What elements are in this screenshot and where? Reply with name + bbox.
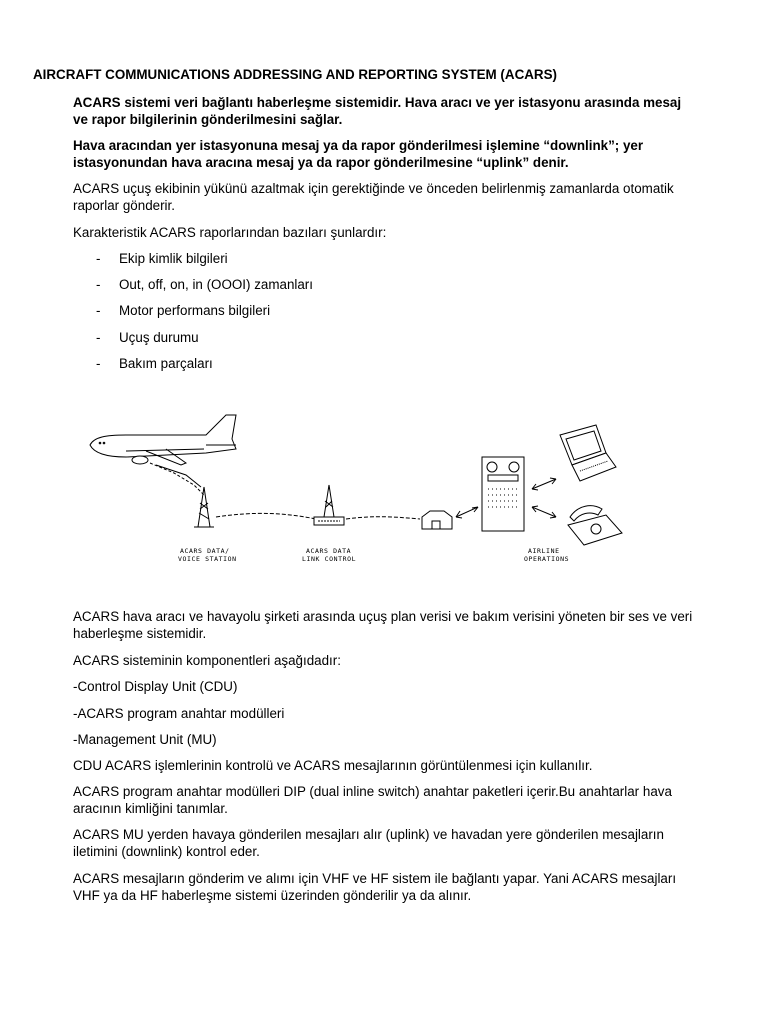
- label-airline-ops-2: OPERATIONS: [524, 555, 570, 563]
- paragraph-report-types: Karakteristik ACARS raporlarından bazıları şunlardır:: [73, 225, 387, 240]
- list-item: [96, 277, 313, 293]
- list-item: [96, 251, 228, 267]
- paragraph-mu: ACARS MU yerden havaya gönderilen mesajları alır (uplink) ve havadan yere gönderilen mesajların iletimini (downlink) kontrol eder.: [73, 827, 664, 859]
- paragraph-acars-definition: ACARS hava aracı ve havayolu şirketi arasında uçuş plan verisi ve bakım verisini yöneten bir ses ve veri haberleşme sistemidir.: [73, 609, 693, 641]
- paragraph-dip-switch: ACARS program anahtar modülleri DIP (dual inline switch) anahtar paketleri içerir.Bu anahtarlar hava aracının kimliğini tanımlar.: [73, 784, 672, 816]
- list-item-text: Bakım parçaları: [119, 356, 213, 371]
- telephone-icon: [568, 506, 622, 545]
- list-dash: -: [96, 356, 101, 371]
- list-item-text: Out, off, on, in (OOOI) zamanları: [119, 277, 313, 292]
- voice-station-tower-icon: [194, 487, 214, 527]
- label-link-control-2: LINK CONTROL: [302, 555, 357, 563]
- list-item: [96, 330, 199, 346]
- list-item-text: Motor performans bilgileri: [119, 303, 271, 318]
- link-control-tower-icon: [314, 485, 344, 525]
- component-cdu: -Control Display Unit (CDU): [73, 679, 238, 694]
- paragraph-cdu: CDU ACARS işlemlerinin kontrolü ve ACARS mesajlarının görüntülenmesi için kullanılır.: [73, 758, 593, 773]
- intro-bold-paragraph-1: ACARS sistemi veri bağlantı haberleşme sistemidir. Hava aracı ve yer istasyonu arasında mesaj ve rapor bilgilerinin gönderilmesini sağlar.: [73, 95, 682, 127]
- component-mu: -Management Unit (MU): [73, 732, 217, 747]
- document-title: AIRCRAFT COMMUNICATIONS ADDRESSING AND REPORTING SYSTEM (ACARS): [33, 67, 557, 82]
- aircraft-icon: [90, 415, 236, 465]
- list-item-text: Uçuş durumu: [119, 330, 199, 345]
- acars-diagram: [86, 405, 686, 585]
- list-dash: -: [96, 251, 101, 266]
- paragraph-vhf-hf: ACARS mesajların gönderim ve alımı için VHF ve HF sistem ile bağlantı yapar. Yani ACARS mesajları VHF ya da HF haberleşme sistemi üzerinden gönderilir ya da alınır.: [73, 871, 677, 903]
- list-dash: -: [96, 330, 101, 345]
- paragraph-components-intro: ACARS sisteminin komponentleri aşağıdadır:: [73, 653, 341, 668]
- component-program-switch: -ACARS program anahtar modülleri: [73, 706, 285, 721]
- data-processor-icon: [482, 457, 524, 531]
- label-airline-ops-1: AIRLINE: [528, 547, 560, 555]
- label-voice-station-2: VOICE STATION: [178, 555, 237, 563]
- paragraph-auto-reports: ACARS uçuş ekibinin yükünü azaltmak için gerektiğinde ve önceden belirlenmiş zamanlarda otomatik raporlar gönderir.: [73, 181, 674, 213]
- list-item-text: Ekip kimlik bilgileri: [119, 251, 228, 266]
- ground-building-icon: [422, 511, 452, 529]
- label-link-control-1: ACARS DATA: [306, 547, 352, 555]
- label-voice-station-1: ACARS DATA/: [180, 547, 230, 555]
- list-item: [96, 303, 270, 319]
- list-dash: -: [96, 277, 101, 292]
- computer-terminal-icon: [560, 425, 616, 481]
- list-dash: -: [96, 303, 101, 318]
- intro-bold-paragraph-2: Hava aracından yer istasyonuna mesaj ya da rapor gönderilmesi işlemine “downlink”; yer istasyonundan hava aracına mesaj ya da rapor gönderilmesine “uplink” denir.: [73, 138, 644, 170]
- list-item: [96, 356, 213, 372]
